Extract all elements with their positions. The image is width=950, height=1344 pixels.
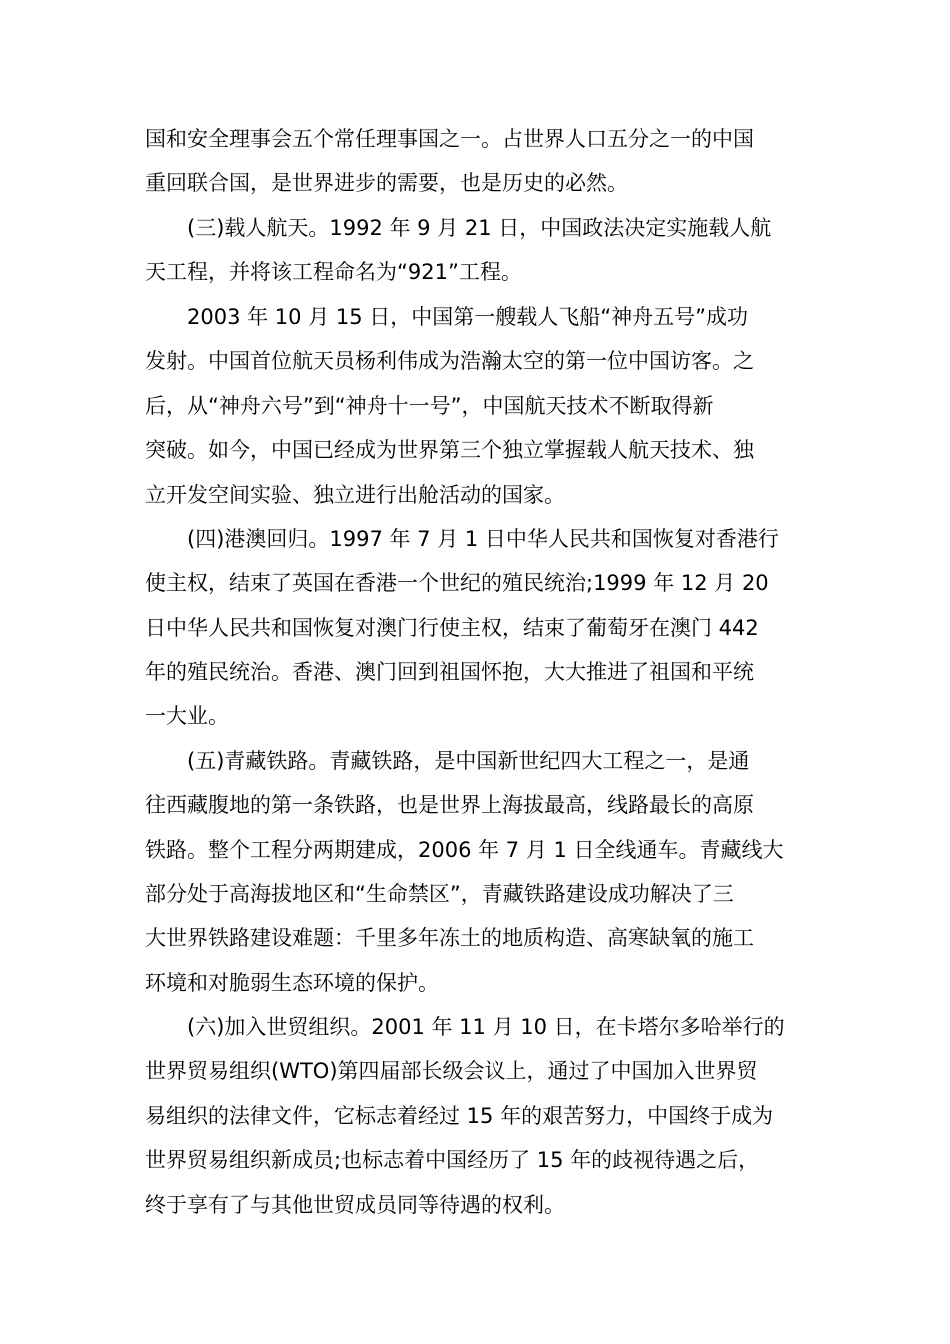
text-line-22: 世界贸易组织(WTO)第四届部长级会议上，通过了中国加入世界贸 xyxy=(145,1059,758,1083)
text-line-6: 发射。中国首位航天员杨利伟成为浩瀚太空的第一位中国访客。之 xyxy=(145,349,754,373)
text-line-2: 重回联合国，是世界进步的需要，也是历史的必然。 xyxy=(145,171,628,195)
text-line-24: 世界贸易组织新成员;也标志着中国经历了 15 年的歧视待遇之后， xyxy=(145,1148,760,1172)
text-line-21: (六)加入世贸组织。2001 年 11 月 10 日，在卡塔尔多哈举行的 xyxy=(187,1015,785,1039)
text-line-12: 日中华人民共和国恢复对澳门行使主权，结束了葡萄牙在澳门 442 xyxy=(145,616,759,640)
text-line-3: (三)载人航天。1992 年 9 月 21 日，中国政法决定实施载人航 xyxy=(187,216,772,240)
text-line-4: 天工程，并将该工程命名为“921”工程。 xyxy=(145,260,522,284)
text-line-17: 铁路。整个工程分两期建成，2006 年 7 月 1 日全线通车。青藏线大 xyxy=(145,838,784,862)
text-line-13: 年的殖民统治。香港、澳门回到祖国怀抱，大大推进了祖国和平统 xyxy=(145,660,754,684)
text-line-1: 国和安全理事会五个常任理事国之一。占世界人口五分之一的中国 xyxy=(145,127,754,151)
text-line-9: 立开发空间实验、独立进行出舱活动的国家。 xyxy=(145,483,565,507)
text-line-11: 使主权，结束了英国在香港一个世纪的殖民统治;1999 年 12 月 20 xyxy=(145,571,769,595)
text-line-25: 终于享有了与其他世贸成员同等待遇的权利。 xyxy=(145,1193,565,1217)
text-line-14: 一大业。 xyxy=(145,704,229,728)
text-line-8: 突破。如今，中国已经成为世界第三个独立掌握载人航天技术、独 xyxy=(145,438,754,462)
text-line-5: 2003 年 10 月 15 日，中国第一艘载人飞船“神舟五号”成功 xyxy=(187,305,749,329)
text-line-20: 环境和对脆弱生态环境的保护。 xyxy=(145,971,439,995)
text-line-7: 后，从“神舟六号”到“神舟十一号”，中国航天技术不断取得新 xyxy=(145,394,714,418)
text-line-15: (五)青藏铁路。青藏铁路，是中国新世纪四大工程之一，是通 xyxy=(187,749,750,773)
text-line-16: 往西藏腹地的第一条铁路，也是世界上海拔最高，线路最长的高原 xyxy=(145,793,754,817)
text-line-23: 易组织的法律文件，它标志着经过 15 年的艰苦努力，中国终于成为 xyxy=(145,1104,774,1128)
text-line-10: (四)港澳回归。1997 年 7 月 1 日中华人民共和国恢复对香港行 xyxy=(187,527,779,551)
text-line-18: 部分处于高海拔地区和“生命禁区”，青藏铁路建设成功解决了三 xyxy=(145,882,734,906)
text-line-19: 大世界铁路建设难题：千里多年冻土的地质构造、高寒缺氧的施工 xyxy=(145,926,754,950)
